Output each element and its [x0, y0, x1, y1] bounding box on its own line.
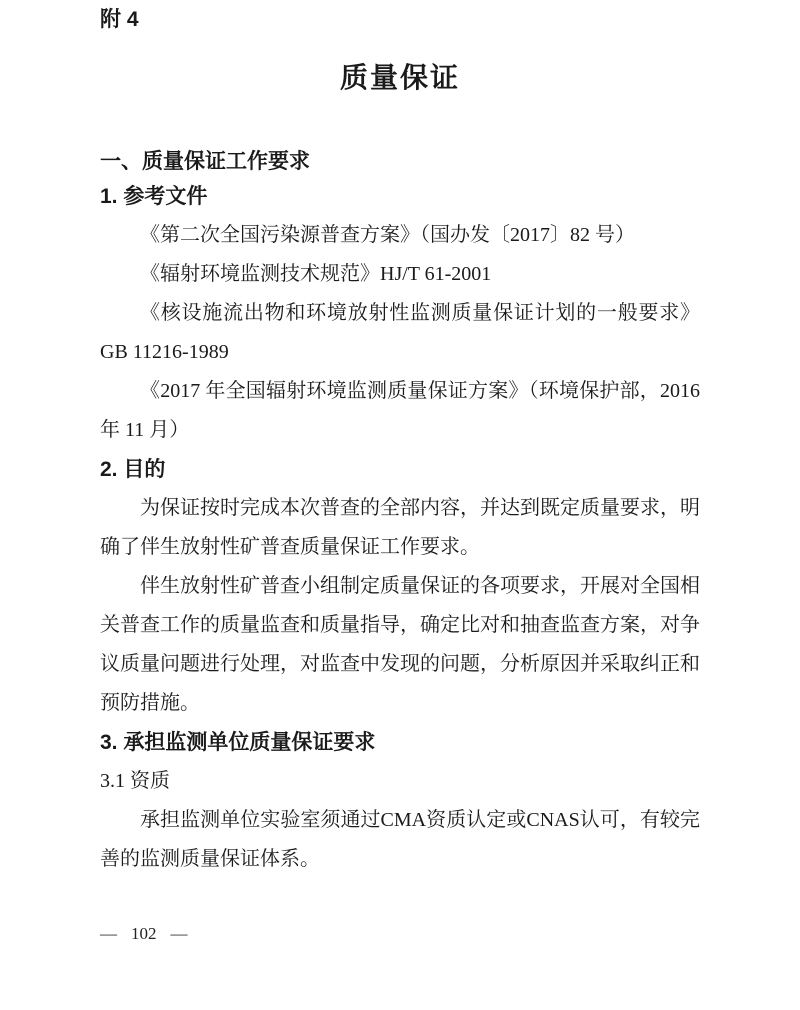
subsection-heading-monitoring-unit: 3. 承担监测单位质量保证要求 [100, 731, 376, 754]
qualification-paragraph: 承担监测单位实验室须通过CMA资质认定或CNAS认可，有较完善的监测质量保证体系。 [100, 809, 700, 870]
document-title: 质量保证 [339, 63, 460, 94]
purpose-paragraph: 伴生放射性矿普查小组制定质量保证的各项要求，开展对全国相关普查工作的质量监查和质量指导，确定比对和抽查监查方案，对争议质量问题进行处理，对监查中发现的问题，分析原因并采取纠正和预防措施。 [100, 575, 700, 714]
reference-item: 《核设施流出物和环境放射性监测质量保证计划的一般要求》GB 11216-1989 [100, 302, 700, 363]
footer-right-dash: — [170, 924, 188, 943]
subsection-heading-purpose: 2. 目的 [100, 458, 166, 481]
page-footer [100, 924, 188, 944]
footer-left-dash: — [100, 924, 117, 943]
reference-item: 《辐射环境监测技术规范》HJ/T 61-2001 [140, 263, 492, 285]
appendix-label: 附 4 [100, 8, 139, 31]
page-content [100, 8, 700, 879]
purpose-paragraph: 为保证按时完成本次普查的全部内容，并达到既定质量要求，明确了伴生放射性矿普查质量保证工作要求。 [100, 497, 700, 558]
subsection-heading-references: 1. 参考文件 [100, 185, 208, 208]
section-heading-quality-requirements: 一、质量保证工作要求 [100, 150, 310, 173]
reference-item: 《2017 年全国辐射环境监测质量保证方案》（环境保护部，2016 年 11 月） [100, 380, 700, 441]
page-number: 102 [131, 924, 157, 943]
reference-item: 《第二次全国污染源普查方案》（国办发〔2017〕82 号） [140, 224, 635, 246]
subsection-heading-qualification: 3.1 资质 [100, 770, 170, 792]
